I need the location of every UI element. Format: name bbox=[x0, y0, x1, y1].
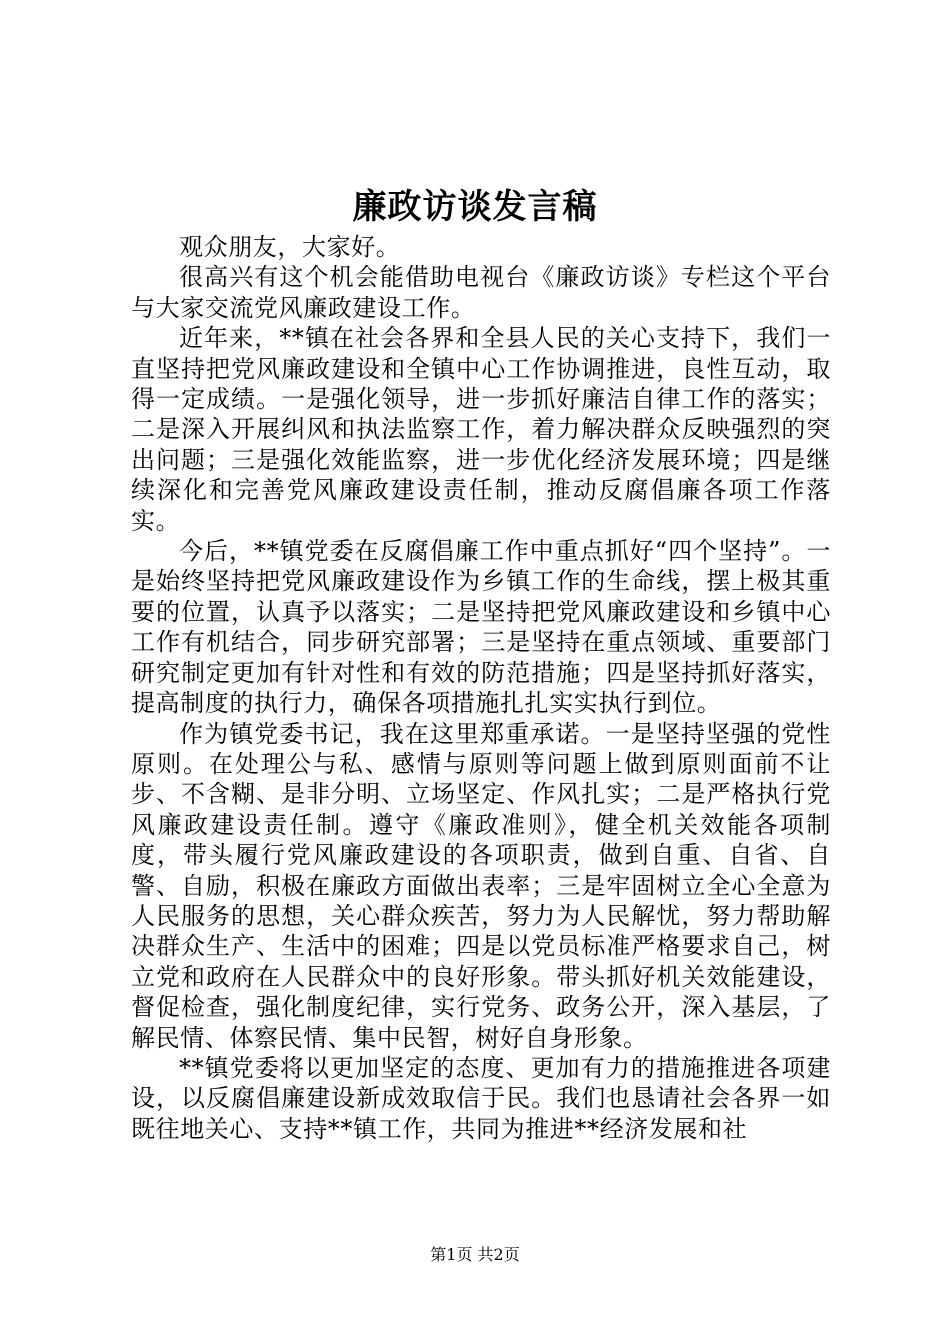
page-number-footer: 第1页 共2页 bbox=[430, 1245, 520, 1264]
document-body bbox=[131, 232, 831, 1144]
document-title: 廉政访谈发言稿 bbox=[352, 187, 598, 227]
paragraph-four-persistences: 今后，**镇党委在反腐倡廉工作中重点抓好“四个坚持”。一是始终坚持把党风廉政建设作为乡镇工作的生命线，摆上极其重要的位置，认真予以落实；二是坚持把党风廉政建设和乡镇中心工作有机结合，同步研究部署；三是坚持在重点领域、重要部门研究制定更加有针对性和有效的防范措施；四是坚持抓好落实，提高制度的执行力，确保各项措施扎扎实实执行到位。 bbox=[131, 537, 831, 718]
paragraph-achievements: 近年来，**镇在社会各界和全县人民的关心支持下，我们一直坚持把党风廉政建设和全镇中心工作协调推进，良性互动，取得一定成绩。一是强化领导，进一步抓好廉洁自律工作的落实；二是深入开展纠风和执法监察工作，着力解决群众反映强烈的突出问题；三是强化效能监察，进一步优化经济发展环境；四是继续深化和完善党风廉政建设责任制，推动反腐倡廉各项工作落实。 bbox=[131, 324, 831, 535]
paragraph-intro: 很高兴有这个机会能借助电视台《廉政访谈》专栏这个平台与大家交流党风廉政建设工作。 bbox=[131, 263, 831, 322]
paragraph-greeting: 观众朋友，大家好。 bbox=[179, 233, 401, 261]
paragraph-commitment: 作为镇党委书记，我在这里郑重承诺。一是坚持坚强的党性原则。在处理公与私、感情与原则等问题上做到原则面前不让步、不含糊、是非分明、立场坚定、作风扎实；二是严格执行党风廉政建设责任制。遵守《廉政准则》，健全机关效能各项制度，带头履行党风廉政建设的各项职责，做到自重、自省、自警、自励，积极在廉政方面做出表率；三是牢固树立全心全意为人民服务的思想，关心群众疾苦，努力为人民解忧，努力帮助解决群众生产、生活中的困难；四是以党员标准严格要求自己，树立党和政府在人民群众中的良好形象。带头抓好机关效能建设，督促检查，强化制度纪律，实行党务、政务公开，深入基层，了解民情、体察民情、集中民智，树好自身形象。 bbox=[131, 719, 831, 1052]
paragraph-closing: **镇党委将以更加坚定的态度、更加有力的措施推进各项建设，以反腐倡廉建设新成效取信于民。我们也恳请社会各界一如既往地关心、支持**镇工作，共同为推进**经济发展和社 bbox=[131, 1053, 831, 1143]
